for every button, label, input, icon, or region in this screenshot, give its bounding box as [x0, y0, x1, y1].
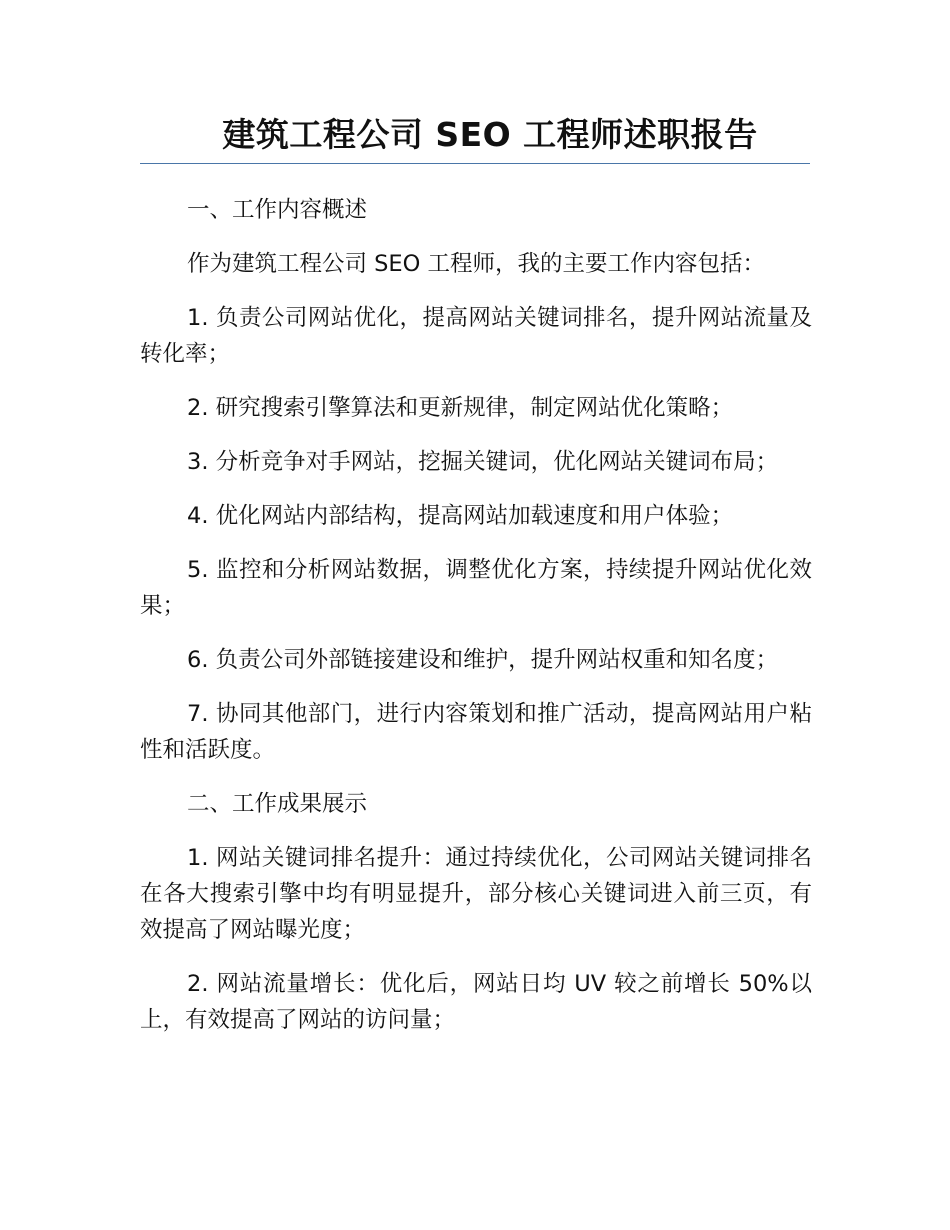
list-item: 5. 监控和分析网站数据，调整优化方案，持续提升网站优化效果；: [140, 557, 812, 619]
section-heading-work-results: 二、工作成果展示: [187, 791, 368, 817]
list-item: 2. 研究搜索引擎算法和更新规律，制定网站优化策略；: [187, 395, 734, 421]
list-item: 6. 负责公司外部链接建设和维护，提升网站权重和知名度；: [187, 647, 779, 673]
list-item: 1. 负责公司网站优化，提高网站关键词排名，提升网站流量及转化率；: [140, 305, 812, 367]
section-heading-work-overview: 一、工作内容概述: [187, 197, 368, 223]
document-body: [140, 192, 812, 1056]
list-item: 7. 协同其他部门，进行内容策划和推广活动，提高网站用户粘性和活跃度。: [140, 701, 812, 763]
list-item: 3. 分析竞争对手网站，挖掘关键词，优化网站关键词布局；: [187, 449, 779, 475]
list-item: 1. 网站关键词排名提升：通过持续优化，公司网站关键词排名在各大搜索引擎中均有明显提升，部分核心关键词进入前三页，有效提高了网站曝光度；: [140, 845, 812, 943]
title-underline: [140, 163, 810, 164]
list-item: 4. 优化网站内部结构，提高网站加载速度和用户体验；: [187, 503, 734, 529]
title-block: [140, 112, 810, 158]
section-intro: 作为建筑工程公司 SEO 工程师，我的主要工作内容包括：: [187, 251, 766, 277]
page-title: 建筑工程公司 SEO 工程师述职报告: [222, 115, 758, 154]
list-item: 2. 网站流量增长：优化后，网站日均 UV 较之前增长 50%以上，有效提高了网站的访问量；: [140, 971, 812, 1033]
